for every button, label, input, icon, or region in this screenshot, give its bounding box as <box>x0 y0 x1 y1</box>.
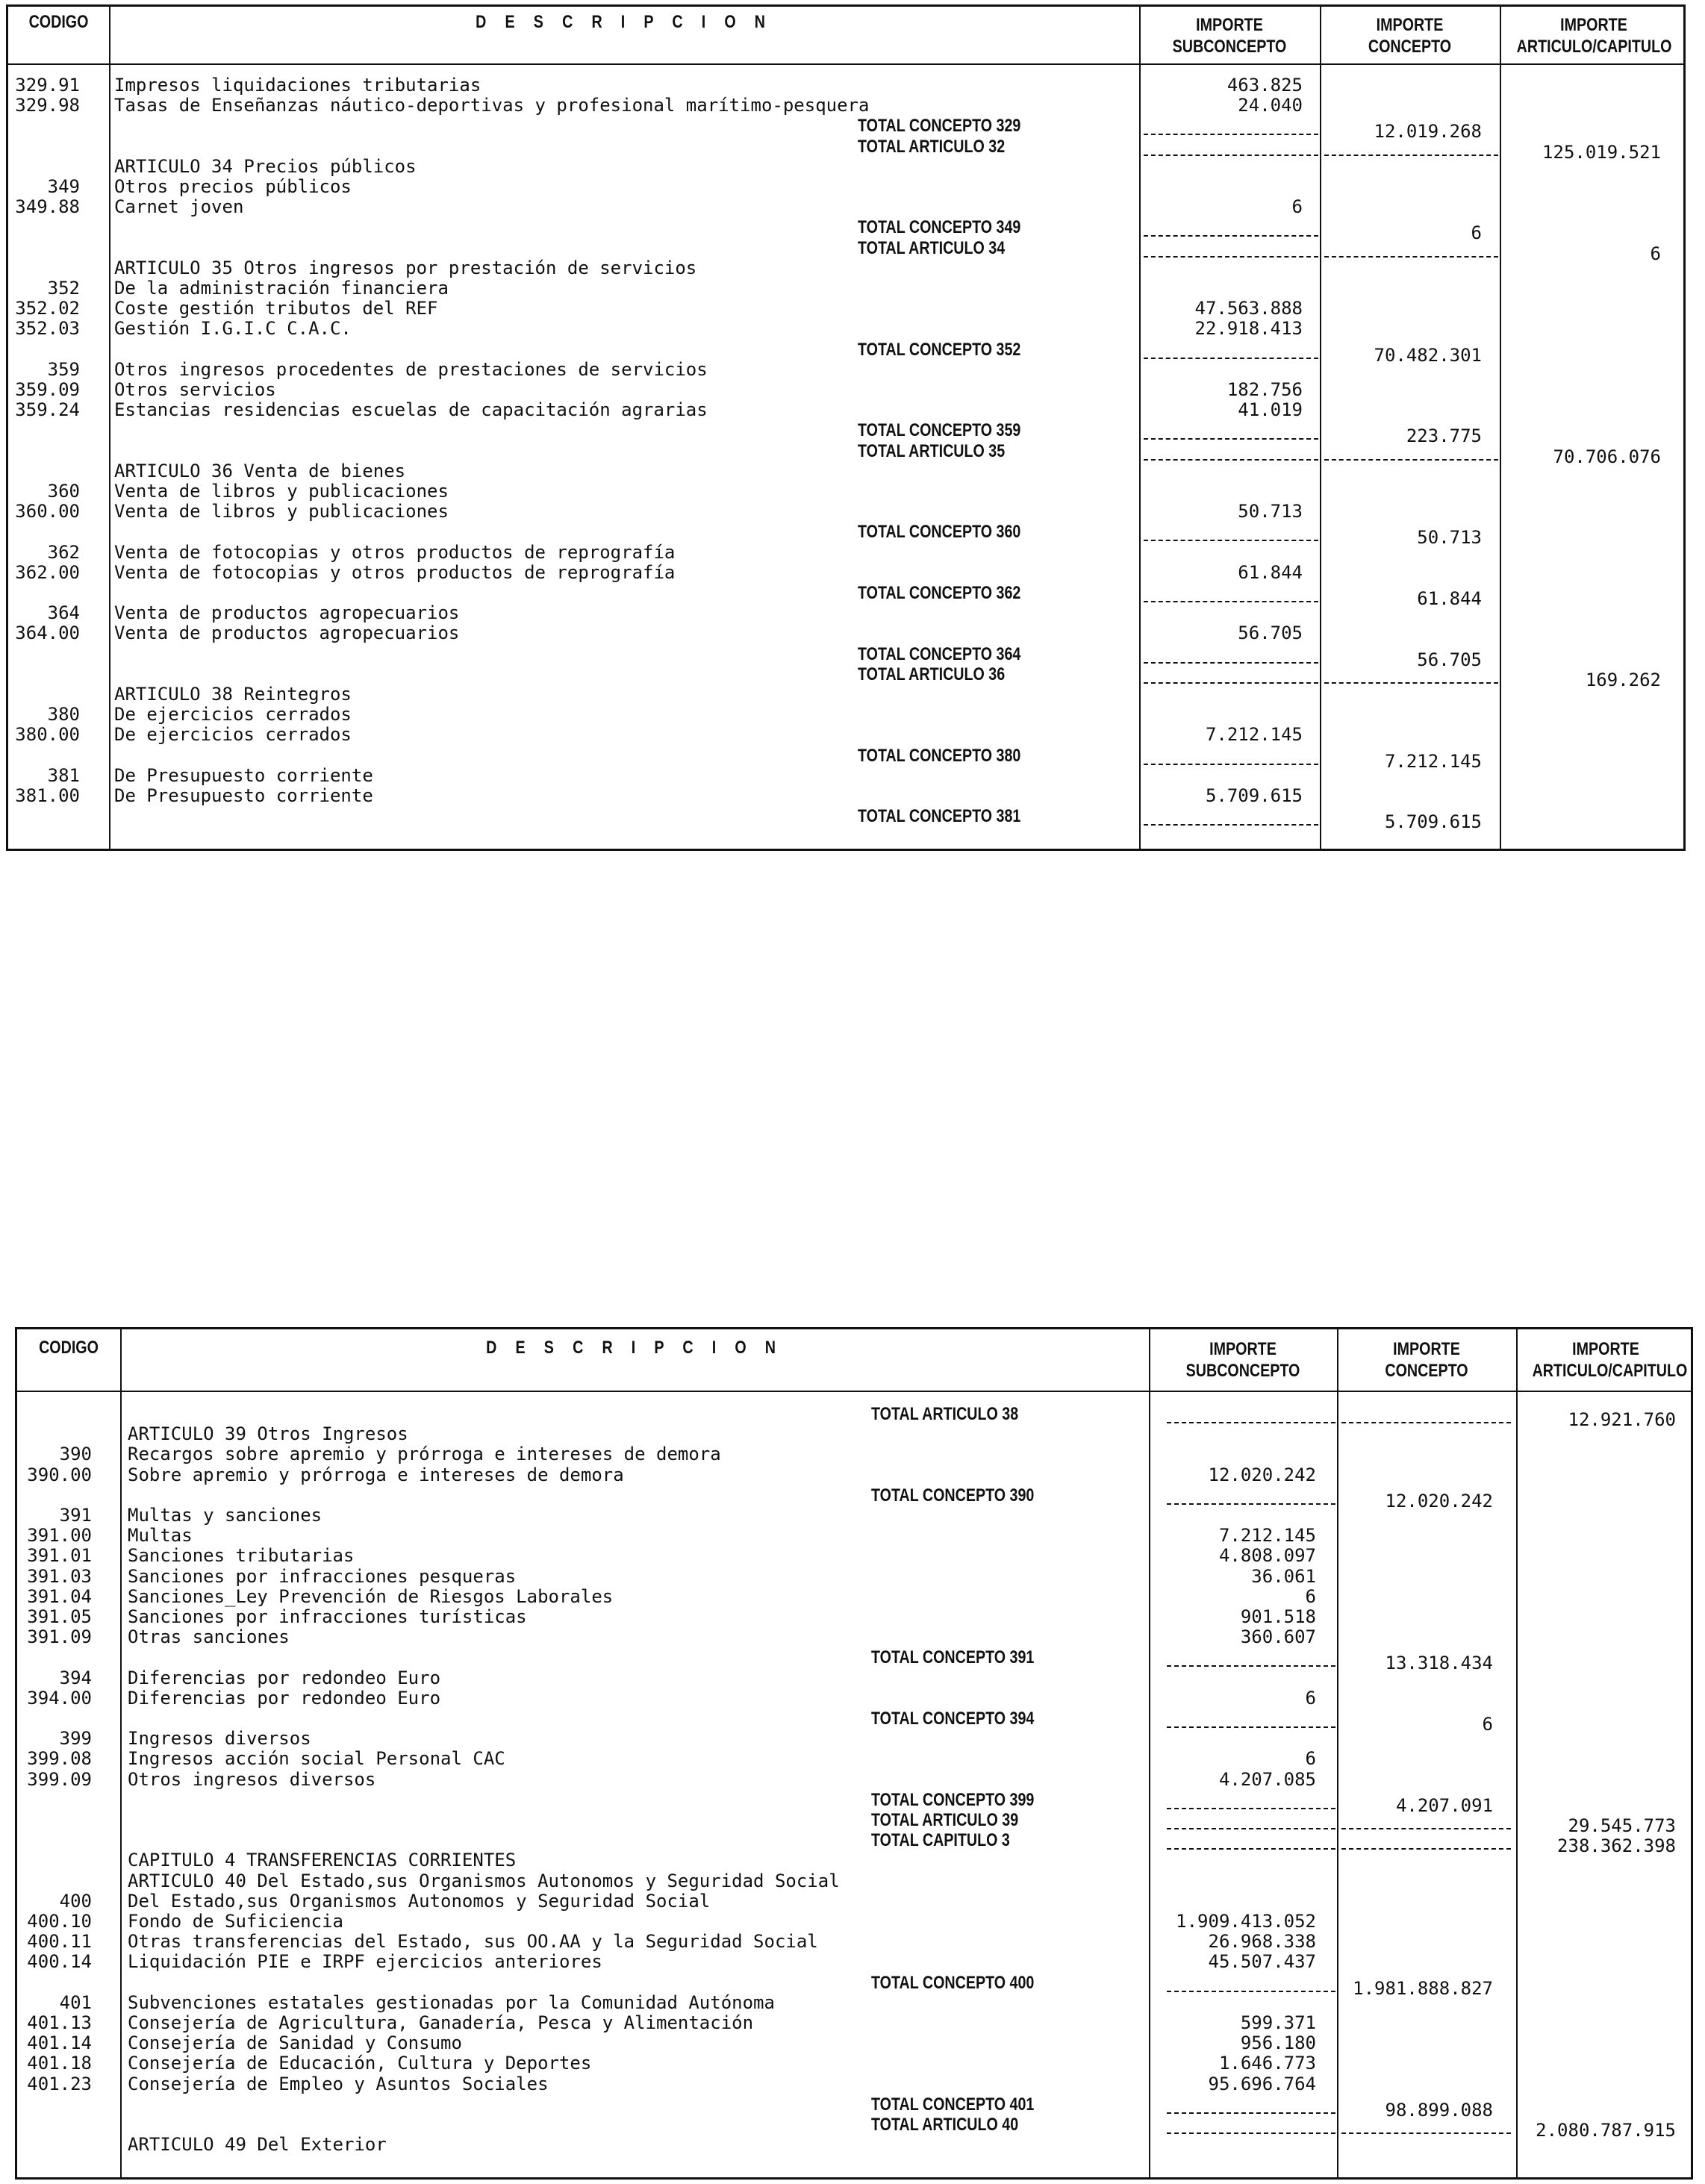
row-description: Gestión I.G.I.C C.A.C. <box>114 318 352 340</box>
row-importe-subconcepto: 61.844 <box>1238 561 1303 583</box>
table-row <box>17 1485 1691 1511</box>
subconcepto-dashed-rule <box>1167 1422 1335 1423</box>
row-total-label: TOTAL CONCEPTO 349 <box>858 217 1021 238</box>
row-importe-subconcepto: 26.968.338 <box>1208 1931 1316 1953</box>
row-importe-concepto: 12.020.242 <box>1385 1490 1493 1511</box>
row-description: Diferencias por redondeo Euro <box>128 1687 441 1709</box>
row-total-label: TOTAL CONCEPTO 399 <box>871 1789 1035 1810</box>
row-total-label: TOTAL CONCEPTO 391 <box>871 1647 1035 1668</box>
table-row <box>17 1607 1691 1627</box>
row-code: 401.23 <box>27 2073 92 2094</box>
table-row <box>8 664 1683 690</box>
table-row <box>17 1729 1691 1749</box>
table-row <box>17 2033 1691 2053</box>
subconcepto-dashed-rule <box>1144 358 1318 359</box>
subconcepto-dashed-rule <box>1144 824 1318 826</box>
row-code: 381 <box>47 764 80 786</box>
row-description: Diferencias por redondeo Euro <box>128 1667 441 1688</box>
row-description: ARTICULO 39 Otros Ingresos <box>128 1423 408 1445</box>
row-code: 349 <box>47 176 80 197</box>
row-code: 380.00 <box>15 724 80 746</box>
row-importe-concepto: 98.899.088 <box>1385 2099 1493 2121</box>
concepto-dashed-rule <box>1324 682 1498 684</box>
row-importe-concepto: 5.709.615 <box>1384 811 1482 833</box>
row-importe-subconcepto: 12.020.242 <box>1208 1464 1316 1485</box>
row-importe-concepto: 7.212.145 <box>1384 750 1482 772</box>
row-code: 381.00 <box>15 785 80 806</box>
header-descripcion-2: D E S C R I P C I O N <box>486 1338 783 1358</box>
row-description: Venta de productos agropecuarios <box>114 623 460 644</box>
subconcepto-dashed-rule <box>1167 2112 1335 2114</box>
row-total-label: TOTAL CONCEPTO 359 <box>858 420 1021 441</box>
table-row <box>8 705 1683 725</box>
table-row <box>17 2094 1691 2121</box>
table-row <box>17 1444 1691 1464</box>
row-code: 359.24 <box>15 399 80 421</box>
row-total-label: TOTAL ARTICULO 40 <box>871 2115 1019 2135</box>
table-row <box>17 1972 1691 1999</box>
concepto-dashed-rule <box>1341 1848 1511 1850</box>
table-row <box>17 2013 1691 2033</box>
row-total-label: TOTAL CONCEPTO 364 <box>858 643 1021 664</box>
table-row <box>17 1789 1691 1816</box>
row-importe-articulo: 125.019.521 <box>1542 141 1661 163</box>
row-code: 391.00 <box>27 1525 92 1547</box>
header-con-line1: IMPORTE <box>1376 15 1444 35</box>
table-row <box>8 217 1683 244</box>
row-importe-subconcepto: 45.507.437 <box>1208 1951 1316 1973</box>
table-row <box>8 339 1683 366</box>
row-code: 359 <box>47 358 80 380</box>
row-code: 391.04 <box>27 1585 92 1607</box>
row-importe-subconcepto: 1.646.773 <box>1218 2053 1316 2074</box>
table-row <box>17 1891 1691 1912</box>
row-importe-subconcepto: 36.061 <box>1251 1565 1316 1587</box>
header-con-line2-2: CONCEPTO <box>1385 1361 1468 1381</box>
table-row <box>8 766 1683 786</box>
table-row <box>8 299 1683 319</box>
row-code: 400 <box>59 1890 92 1912</box>
subconcepto-dashed-rule <box>1144 155 1318 156</box>
table-row <box>17 1850 1691 1871</box>
header-sub-line1-2: IMPORTE <box>1209 1339 1277 1359</box>
table-row <box>17 1567 1691 1587</box>
row-importe-concepto: 61.844 <box>1417 588 1482 609</box>
row-description: CAPITULO 4 TRANSFERENCIAS CORRIENTES <box>128 1850 517 1871</box>
row-importe-concepto: 13.318.434 <box>1385 1653 1493 1674</box>
table-row <box>8 258 1683 278</box>
row-importe-concepto: 6 <box>1471 222 1482 244</box>
row-code: 380 <box>47 704 80 726</box>
subconcepto-dashed-rule <box>1144 662 1318 664</box>
row-description: Impresos liquidaciones tributarias <box>114 75 481 96</box>
subconcepto-dashed-rule <box>1144 764 1318 765</box>
row-description: De Presupuesto corriente <box>114 785 373 806</box>
table-row <box>17 1668 1691 1688</box>
row-description: De Presupuesto corriente <box>114 764 373 786</box>
row-description: Sanciones_Ley Prevención de Riesgos Laborales <box>128 1585 614 1607</box>
row-code: 399 <box>59 1728 92 1750</box>
row-code: 391 <box>59 1505 92 1526</box>
row-description: Fondo de Suficiencia <box>128 1911 343 1932</box>
table-row <box>17 1647 1691 1674</box>
subconcepto-dashed-rule <box>1167 1991 1335 1992</box>
row-description: Estancias residencias escuelas de capacitación agrarias <box>114 399 708 421</box>
table-row <box>8 197 1683 217</box>
row-description: ARTICULO 35 Otros ingresos por prestación de servicios <box>114 257 697 278</box>
table-row <box>8 481 1683 502</box>
row-description: Otras transferencias del Estado, sus OO.AA y la Seguridad Social <box>128 1931 818 1953</box>
header-sub-line2-2: SUBCONCEPTO <box>1185 1361 1300 1381</box>
row-code: 360.00 <box>15 501 80 522</box>
table-row <box>8 745 1683 772</box>
subconcepto-dashed-rule <box>1167 2132 1335 2134</box>
table-row <box>8 786 1683 806</box>
row-code: 401.18 <box>27 2053 92 2074</box>
row-importe-subconcepto: 7.212.145 <box>1218 1525 1316 1547</box>
row-code: 391.03 <box>27 1565 92 1587</box>
header-importe-subconcepto <box>1156 14 1303 57</box>
row-code: 329.98 <box>15 95 80 116</box>
row-code: 390 <box>59 1444 92 1465</box>
row-code: 390.00 <box>27 1464 92 1485</box>
row-importe-articulo: 2.080.787.915 <box>1536 2120 1676 2141</box>
row-description: Sanciones por infracciones pesqueras <box>128 1565 517 1587</box>
row-code: 391.09 <box>27 1626 92 1648</box>
row-description: Multas <box>128 1525 193 1547</box>
row-total-label: TOTAL ARTICULO 34 <box>858 237 1006 258</box>
row-importe-subconcepto: 24.040 <box>1238 95 1303 116</box>
table-row <box>8 583 1683 609</box>
table-row <box>8 96 1683 116</box>
subconcepto-dashed-rule <box>1144 256 1318 258</box>
row-importe-subconcepto: 463.825 <box>1226 75 1303 96</box>
subconcepto-dashed-rule <box>1144 459 1318 461</box>
header-importe-subconcepto-2 <box>1166 1338 1321 1382</box>
header-sub-line2: SUBCONCEPTO <box>1172 37 1287 57</box>
table-row <box>17 1871 1691 1891</box>
row-description: Subvenciones estatales gestionadas por la Comunidad Autónoma <box>128 1991 775 2013</box>
row-importe-subconcepto: 182.756 <box>1226 379 1303 400</box>
row-importe-subconcepto: 6 <box>1305 1585 1316 1607</box>
row-code: 394 <box>59 1667 92 1688</box>
row-importe-concepto: 50.713 <box>1417 527 1482 549</box>
row-description: Sanciones por infracciones turísticas <box>128 1606 527 1627</box>
table-row <box>8 806 1683 833</box>
row-total-label: TOTAL ARTICULO 36 <box>858 664 1006 684</box>
table-row <box>17 1465 1691 1485</box>
row-importe-articulo: 70.706.076 <box>1553 446 1661 467</box>
row-description: ARTICULO 34 Precios públicos <box>114 155 417 177</box>
row-code: 399.08 <box>27 1748 92 1770</box>
row-code: 401 <box>59 1991 92 2013</box>
row-code: 364 <box>47 602 80 624</box>
header-art-line2: ARTICULO/CAPITULO <box>1516 37 1672 57</box>
row-total-label: TOTAL ARTICULO 35 <box>858 440 1006 461</box>
row-code: 400.11 <box>27 1931 92 1953</box>
row-code: 352 <box>47 278 80 299</box>
subconcepto-dashed-rule <box>1144 438 1318 440</box>
row-importe-subconcepto: 7.212.145 <box>1205 724 1303 746</box>
row-description: Otras sanciones <box>128 1626 290 1648</box>
table-row <box>17 1830 1691 1857</box>
table-row <box>8 136 1683 163</box>
row-description: Otros ingresos diversos <box>128 1768 376 1790</box>
row-code: 352.03 <box>15 318 80 340</box>
row-importe-articulo: 238.362.398 <box>1557 1835 1676 1857</box>
header-codigo-2: CODIGO <box>39 1338 99 1358</box>
header-art-line2-2: ARTICULO/CAPITULO <box>1532 1361 1688 1381</box>
table-row <box>8 684 1683 705</box>
row-description: Multas y sanciones <box>128 1505 322 1526</box>
header-con-line1-2: IMPORTE <box>1393 1339 1460 1359</box>
row-description: Venta de productos agropecuarios <box>114 602 460 624</box>
row-importe-concepto: 70.482.301 <box>1374 344 1482 366</box>
row-description: Coste gestión tributos del REF <box>114 298 438 319</box>
row-description: Otros servicios <box>114 379 276 400</box>
subconcepto-dashed-rule <box>1167 1726 1335 1728</box>
header-importe-concepto-2 <box>1353 1338 1500 1382</box>
row-description: Carnet joven <box>114 196 244 218</box>
table-row <box>8 461 1683 481</box>
row-description: Sobre apremio y prórroga e intereses de demora <box>128 1464 624 1485</box>
table-row <box>17 1932 1691 1952</box>
row-importe-subconcepto: 56.705 <box>1238 623 1303 644</box>
table-row <box>8 420 1683 447</box>
table-row <box>8 725 1683 745</box>
row-importe-subconcepto: 1.909.413.052 <box>1176 1911 1316 1932</box>
table-row <box>17 1912 1691 1932</box>
row-description: Venta de libros y publicaciones <box>114 501 449 522</box>
row-importe-subconcepto: 22.918.413 <box>1194 318 1303 340</box>
row-total-label: TOTAL CONCEPTO 381 <box>858 806 1021 827</box>
table-row <box>8 237 1683 264</box>
table-row <box>17 2135 1691 2155</box>
row-total-label: TOTAL CONCEPTO 380 <box>858 745 1021 766</box>
concepto-dashed-rule <box>1341 1828 1511 1829</box>
row-importe-subconcepto: 6 <box>1305 1748 1316 1770</box>
row-code: 349.88 <box>15 196 80 218</box>
row-importe-subconcepto: 5.709.615 <box>1205 785 1303 806</box>
row-code: 391.05 <box>27 1606 92 1627</box>
table-row <box>8 623 1683 643</box>
row-importe-subconcepto: 4.808.097 <box>1218 1545 1316 1567</box>
header-art-line1: IMPORTE <box>1560 15 1627 35</box>
table-row <box>17 2115 1691 2141</box>
concepto-dashed-rule <box>1324 459 1498 461</box>
subconcepto-dashed-rule <box>1144 235 1318 237</box>
row-total-label: TOTAL CONCEPTO 329 <box>858 116 1021 137</box>
row-code: 360 <box>47 481 80 502</box>
row-importe-articulo: 29.545.773 <box>1568 1815 1676 1836</box>
row-importe-concepto: 4.207.091 <box>1395 1794 1493 1816</box>
table-row <box>17 1526 1691 1546</box>
table-row <box>8 522 1683 549</box>
row-importe-concepto: 12.019.268 <box>1374 121 1482 143</box>
row-code: 400.10 <box>27 1911 92 1932</box>
row-description: Ingresos diversos <box>128 1728 311 1750</box>
row-total-label: TOTAL ARTICULO 32 <box>858 136 1006 157</box>
row-importe-articulo: 169.262 <box>1585 669 1661 690</box>
subconcepto-dashed-rule <box>1167 1503 1335 1505</box>
row-description: De ejercicios cerrados <box>114 724 352 746</box>
row-description: Liquidación PIE e IRPF ejercicios anteriores <box>128 1951 602 1973</box>
table-row <box>17 1770 1691 1790</box>
header-importe-concepto <box>1336 14 1484 57</box>
row-description: Otros ingresos procedentes de prestaciones de servicios <box>114 358 708 380</box>
subconcepto-dashed-rule <box>1167 1808 1335 1809</box>
concepto-dashed-rule <box>1341 2132 1511 2134</box>
table-row <box>17 1587 1691 1607</box>
concepto-dashed-rule <box>1324 256 1498 258</box>
row-importe-articulo: 12.921.760 <box>1568 1409 1676 1430</box>
row-description: De ejercicios cerrados <box>114 704 352 726</box>
row-description: Ingresos acción social Personal CAC <box>128 1748 505 1770</box>
table-row <box>17 1688 1691 1709</box>
table-row <box>17 2074 1691 2094</box>
row-importe-subconcepto: 50.713 <box>1238 501 1303 522</box>
row-importe-subconcepto: 6 <box>1305 1687 1316 1709</box>
table-row <box>8 563 1683 583</box>
header-importe-articulo <box>1517 14 1671 57</box>
table-row <box>17 1424 1691 1444</box>
row-total-label: TOTAL CONCEPTO 360 <box>858 522 1021 543</box>
row-description: Consejería de Empleo y Asuntos Sociales <box>128 2073 549 2094</box>
table-row <box>17 1709 1691 1735</box>
concepto-dashed-rule <box>1341 1422 1511 1423</box>
table-row <box>8 643 1683 670</box>
table-row <box>17 1506 1691 1526</box>
row-description: ARTICULO 38 Reintegros <box>114 684 352 705</box>
row-importe-articulo: 6 <box>1650 243 1661 264</box>
table-row <box>17 1627 1691 1647</box>
row-code: 401.13 <box>27 2012 92 2033</box>
subconcepto-dashed-rule <box>1167 1848 1335 1850</box>
row-code: 391.01 <box>27 1545 92 1567</box>
row-description: Recargos sobre apremio y prórroga e intereses de demora <box>128 1444 721 1465</box>
row-total-label: TOTAL CONCEPTO 401 <box>871 2094 1035 2115</box>
row-description: Consejería de Sanidad y Consumo <box>128 2032 462 2054</box>
budget-table-1 <box>6 4 1686 851</box>
table-row <box>8 278 1683 299</box>
table-row <box>8 319 1683 339</box>
row-total-label: TOTAL CONCEPTO 400 <box>871 1972 1035 1993</box>
row-code: 329.91 <box>15 75 80 96</box>
row-total-label: TOTAL CONCEPTO 390 <box>871 1485 1035 1506</box>
concepto-dashed-rule <box>1324 155 1498 156</box>
table-row <box>8 440 1683 467</box>
row-importe-subconcepto: 4.207.085 <box>1218 1768 1316 1790</box>
row-importe-subconcepto: 901.518 <box>1240 1606 1316 1627</box>
header-importe-articulo-2 <box>1532 1338 1688 1382</box>
row-importe-subconcepto: 41.019 <box>1238 399 1303 421</box>
row-description: ARTICULO 40 Del Estado,sus Organismos Autonomos y Seguridad Social <box>128 1870 840 1891</box>
row-importe-subconcepto: 360.607 <box>1240 1626 1316 1648</box>
row-importe-subconcepto: 956.180 <box>1240 2032 1316 2054</box>
table-row <box>17 1993 1691 2013</box>
subconcepto-dashed-rule <box>1144 682 1318 684</box>
subconcepto-dashed-rule <box>1144 134 1318 135</box>
row-importe-subconcepto: 95.696.764 <box>1208 2073 1316 2094</box>
table-row <box>17 2053 1691 2074</box>
table-row <box>8 543 1683 563</box>
table-row <box>17 1404 1691 1430</box>
budget-table-2 <box>15 1327 1693 2180</box>
row-code: 364.00 <box>15 623 80 644</box>
row-description: Otros precios públicos <box>114 176 352 197</box>
row-description: Consejería de Agricultura, Ganadería, Pesca y Alimentación <box>128 2012 754 2033</box>
row-importe-concepto: 223.775 <box>1406 425 1482 447</box>
table-row <box>8 603 1683 623</box>
row-description: Tasas de Enseñanzas náutico-deportivas y profesional marítimo-pesquera <box>114 95 870 116</box>
row-description: Sanciones tributarias <box>128 1545 355 1567</box>
header-con-line2: CONCEPTO <box>1368 37 1452 57</box>
table-row <box>17 1952 1691 1972</box>
row-importe-concepto: 6 <box>1482 1714 1493 1735</box>
row-total-label: TOTAL CONCEPTO 352 <box>858 339 1021 360</box>
table-row <box>8 177 1683 197</box>
row-code: 400.14 <box>27 1951 92 1973</box>
row-description: Venta de fotocopias y otros productos de reprografía <box>114 541 676 563</box>
header-codigo: CODIGO <box>28 12 89 32</box>
row-importe-concepto: 56.705 <box>1417 649 1482 670</box>
header-descripcion: D E S C R I P C I O N <box>476 12 773 32</box>
row-description: ARTICULO 49 Del Exterior <box>128 2134 387 2156</box>
row-code: 399.09 <box>27 1768 92 1790</box>
row-code: 394.00 <box>27 1687 92 1709</box>
subconcepto-dashed-rule <box>1167 1665 1335 1667</box>
header-sub-line1: IMPORTE <box>1196 15 1263 35</box>
row-description: De la administración financiera <box>114 278 449 299</box>
row-code: 362 <box>47 541 80 563</box>
header-art-line1-2: IMPORTE <box>1572 1339 1639 1359</box>
table-row <box>8 502 1683 522</box>
row-total-label: TOTAL CONCEPTO 394 <box>871 1709 1035 1729</box>
row-total-label: TOTAL CAPITULO 3 <box>871 1830 1010 1851</box>
table-row <box>17 1546 1691 1566</box>
table-row <box>8 75 1683 96</box>
row-code: 401.14 <box>27 2032 92 2054</box>
table-row <box>8 157 1683 177</box>
table-row <box>17 1810 1691 1836</box>
row-description: Consejería de Educación, Cultura y Deportes <box>128 2053 592 2074</box>
table-row <box>8 116 1683 143</box>
row-description: Venta de fotocopias y otros productos de reprografía <box>114 561 676 583</box>
row-importe-subconcepto: 47.563.888 <box>1194 298 1303 319</box>
subconcepto-dashed-rule <box>1144 540 1318 541</box>
table-row <box>8 380 1683 400</box>
subconcepto-dashed-rule <box>1167 1828 1335 1829</box>
row-description: Venta de libros y publicaciones <box>114 481 449 502</box>
row-code: 362.00 <box>15 561 80 583</box>
row-description: ARTICULO 36 Venta de bienes <box>114 460 406 481</box>
row-code: 352.02 <box>15 298 80 319</box>
table-row <box>8 400 1683 420</box>
row-description: Del Estado,sus Organismos Autonomos y Seguridad Social <box>128 1890 711 1912</box>
table-row <box>17 1749 1691 1769</box>
row-total-label: TOTAL CONCEPTO 362 <box>858 583 1021 603</box>
row-total-label: TOTAL ARTICULO 39 <box>871 1810 1019 1830</box>
row-total-label: TOTAL ARTICULO 38 <box>871 1404 1019 1424</box>
subconcepto-dashed-rule <box>1144 601 1318 602</box>
row-code: 359.09 <box>15 379 80 400</box>
row-importe-subconcepto: 6 <box>1291 196 1303 218</box>
row-importe-concepto: 1.981.888.827 <box>1353 1977 1493 1999</box>
table-row <box>8 360 1683 380</box>
row-importe-subconcepto: 599.371 <box>1240 2012 1316 2033</box>
